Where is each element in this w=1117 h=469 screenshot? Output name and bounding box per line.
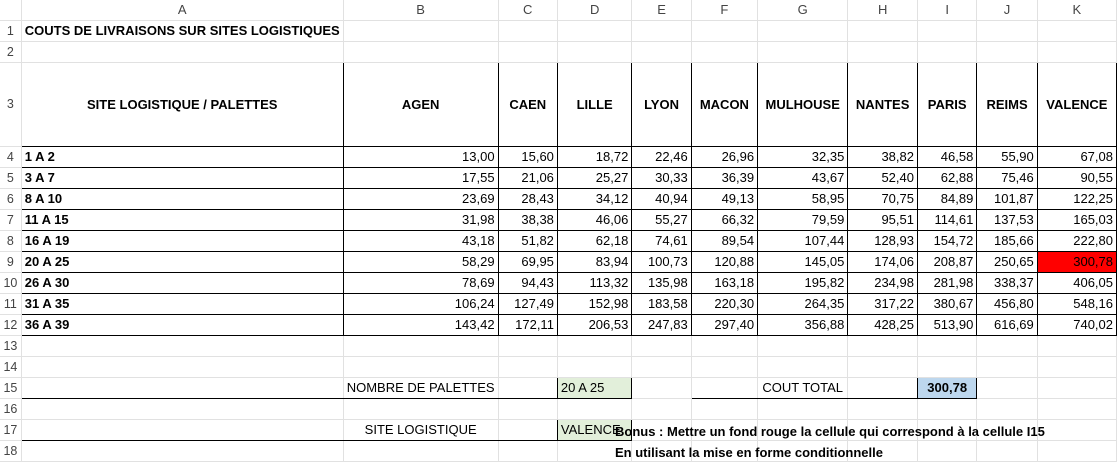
- cost-cell[interactable]: 67,08: [1037, 146, 1116, 167]
- header-site-valence[interactable]: VALENCE: [1037, 62, 1116, 146]
- cell-B18[interactable]: [343, 440, 498, 461]
- column-header-D[interactable]: D: [557, 0, 631, 20]
- cost-cell[interactable]: 185,66: [977, 230, 1037, 251]
- cell-F13[interactable]: [691, 335, 757, 356]
- cell-K13[interactable]: [1037, 335, 1116, 356]
- cell-K17[interactable]: [1037, 419, 1116, 440]
- cell-E15[interactable]: [632, 377, 691, 398]
- cost-cell[interactable]: 195,82: [758, 272, 848, 293]
- cost-cell[interactable]: 143,42: [343, 314, 498, 335]
- header-site-lille[interactable]: LILLE: [557, 62, 631, 146]
- cell-B2[interactable]: [343, 41, 498, 62]
- range-label[interactable]: 3 A 7: [21, 167, 343, 188]
- header-site-macon[interactable]: MACON: [691, 62, 757, 146]
- column-header-C[interactable]: C: [498, 0, 557, 20]
- column-header-F[interactable]: F: [691, 0, 757, 20]
- sheet-title[interactable]: COUTS DE LIVRAISONS SUR SITES LOGISTIQUES: [21, 20, 343, 41]
- cost-cell[interactable]: 297,40: [691, 314, 757, 335]
- range-label[interactable]: 8 A 10: [21, 188, 343, 209]
- cost-cell[interactable]: 83,94: [557, 251, 631, 272]
- cost-cell[interactable]: 122,25: [1037, 188, 1116, 209]
- cost-cell[interactable]: 34,12: [557, 188, 631, 209]
- header-site-lyon[interactable]: LYON: [632, 62, 691, 146]
- cost-cell[interactable]: 25,27: [557, 167, 631, 188]
- row-header-17[interactable]: 17: [0, 419, 21, 440]
- total-cost-label[interactable]: COUT TOTAL: [758, 377, 848, 398]
- row-header-2[interactable]: 2: [0, 41, 21, 62]
- cost-cell[interactable]: 38,82: [848, 146, 918, 167]
- cost-cell[interactable]: 127,49: [498, 293, 557, 314]
- cost-cell[interactable]: 145,05: [758, 251, 848, 272]
- cell-F2[interactable]: [691, 41, 757, 62]
- column-header-E[interactable]: E: [632, 0, 691, 20]
- row-header-15[interactable]: 15: [0, 377, 21, 398]
- cell-E2[interactable]: [632, 41, 691, 62]
- cost-cell[interactable]: 70,75: [848, 188, 918, 209]
- cell-F15[interactable]: [691, 377, 757, 398]
- cost-cell[interactable]: 69,95: [498, 251, 557, 272]
- total-cost-value[interactable]: 300,78: [917, 377, 976, 398]
- column-header-K[interactable]: K: [1037, 0, 1116, 20]
- range-label[interactable]: 20 A 25: [21, 251, 343, 272]
- header-site-reims[interactable]: REIMS: [977, 62, 1037, 146]
- cell-I1[interactable]: [917, 20, 976, 41]
- cell-E1[interactable]: [632, 20, 691, 41]
- cell-F14[interactable]: [691, 356, 757, 377]
- range-label[interactable]: 11 A 15: [21, 209, 343, 230]
- site-label[interactable]: SITE LOGISTIQUE: [343, 419, 498, 440]
- cell-K2[interactable]: [1037, 41, 1116, 62]
- header-site-agen[interactable]: AGEN: [343, 62, 498, 146]
- cell-I14[interactable]: [917, 356, 976, 377]
- cell-G2[interactable]: [758, 41, 848, 62]
- cost-cell[interactable]: 17,55: [343, 167, 498, 188]
- column-header-H[interactable]: H: [848, 0, 918, 20]
- cost-cell[interactable]: 206,53: [557, 314, 631, 335]
- range-label[interactable]: 31 A 35: [21, 293, 343, 314]
- cost-cell[interactable]: 26,96: [691, 146, 757, 167]
- row-header-5[interactable]: 5: [0, 167, 21, 188]
- cost-cell[interactable]: 94,43: [498, 272, 557, 293]
- row-header-7[interactable]: 7: [0, 209, 21, 230]
- cost-cell[interactable]: 172,11: [498, 314, 557, 335]
- cost-cell[interactable]: 15,60: [498, 146, 557, 167]
- cost-cell[interactable]: 317,22: [848, 293, 918, 314]
- cost-cell[interactable]: 74,61: [632, 230, 691, 251]
- cost-cell[interactable]: 46,06: [557, 209, 631, 230]
- column-header-I[interactable]: I: [917, 0, 976, 20]
- cell-A18[interactable]: [21, 440, 343, 461]
- cost-cell[interactable]: 300,78: [1037, 251, 1116, 272]
- cell-K14[interactable]: [1037, 356, 1116, 377]
- cell-A13[interactable]: [21, 335, 343, 356]
- cell-D2[interactable]: [557, 41, 631, 62]
- cost-cell[interactable]: 38,38: [498, 209, 557, 230]
- cost-cell[interactable]: 43,67: [758, 167, 848, 188]
- cost-cell[interactable]: 31,98: [343, 209, 498, 230]
- cost-cell[interactable]: 380,67: [917, 293, 976, 314]
- cost-cell[interactable]: 95,51: [848, 209, 918, 230]
- cost-cell[interactable]: 23,69: [343, 188, 498, 209]
- cost-cell[interactable]: 154,72: [917, 230, 976, 251]
- row-header-13[interactable]: 13: [0, 335, 21, 356]
- cell-A15[interactable]: [21, 377, 343, 398]
- cost-cell[interactable]: 222,80: [1037, 230, 1116, 251]
- cost-cell[interactable]: 28,43: [498, 188, 557, 209]
- cost-cell[interactable]: 113,32: [557, 272, 631, 293]
- row-header-18[interactable]: 18: [0, 440, 21, 461]
- cost-cell[interactable]: 137,53: [977, 209, 1037, 230]
- cell-I2[interactable]: [917, 41, 976, 62]
- row-header-6[interactable]: 6: [0, 188, 21, 209]
- range-label[interactable]: 36 A 39: [21, 314, 343, 335]
- cell-B13[interactable]: [343, 335, 498, 356]
- cost-cell[interactable]: 40,94: [632, 188, 691, 209]
- cell-B1[interactable]: [343, 20, 498, 41]
- cell-H2[interactable]: [848, 41, 918, 62]
- cell-B16[interactable]: [343, 398, 498, 419]
- range-label[interactable]: 26 A 30: [21, 272, 343, 293]
- cell-E14[interactable]: [632, 356, 691, 377]
- cost-cell[interactable]: 165,03: [1037, 209, 1116, 230]
- range-label[interactable]: 16 A 19: [21, 230, 343, 251]
- cost-cell[interactable]: 120,88: [691, 251, 757, 272]
- cost-cell[interactable]: 616,69: [977, 314, 1037, 335]
- cell-I18[interactable]: [917, 440, 976, 461]
- cost-cell[interactable]: 548,16: [1037, 293, 1116, 314]
- row-header-14[interactable]: 14: [0, 356, 21, 377]
- column-header-B[interactable]: B: [343, 0, 498, 20]
- cost-cell[interactable]: 78,69: [343, 272, 498, 293]
- cell-D13[interactable]: [557, 335, 631, 356]
- header-site-caen[interactable]: CAEN: [498, 62, 557, 146]
- cost-cell[interactable]: 89,54: [691, 230, 757, 251]
- cell-C18[interactable]: [498, 440, 557, 461]
- cell-H13[interactable]: [848, 335, 918, 356]
- header-site-mulhouse[interactable]: MULHOUSE: [758, 62, 848, 146]
- cell-B14[interactable]: [343, 356, 498, 377]
- cost-cell[interactable]: 247,83: [632, 314, 691, 335]
- cell-G13[interactable]: [758, 335, 848, 356]
- cell-G14[interactable]: [758, 356, 848, 377]
- pallets-input[interactable]: 20 A 25: [557, 377, 631, 398]
- column-header-G[interactable]: G: [758, 0, 848, 20]
- cell-C2[interactable]: [498, 41, 557, 62]
- cell-J13[interactable]: [977, 335, 1037, 356]
- cost-cell[interactable]: 43,18: [343, 230, 498, 251]
- cell-G1[interactable]: [758, 20, 848, 41]
- cost-cell[interactable]: 84,89: [917, 188, 976, 209]
- row-header-1[interactable]: 1: [0, 20, 21, 41]
- cost-cell[interactable]: 114,61: [917, 209, 976, 230]
- cost-cell[interactable]: 58,29: [343, 251, 498, 272]
- cost-cell[interactable]: 234,98: [848, 272, 918, 293]
- cell-H15[interactable]: [848, 377, 918, 398]
- cost-cell[interactable]: 55,90: [977, 146, 1037, 167]
- row-header-11[interactable]: 11: [0, 293, 21, 314]
- cell-C1[interactable]: [498, 20, 557, 41]
- cost-cell[interactable]: 62,88: [917, 167, 976, 188]
- cost-cell[interactable]: 174,06: [848, 251, 918, 272]
- cell-F16[interactable]: [691, 398, 757, 419]
- cost-cell[interactable]: 46,58: [917, 146, 976, 167]
- cost-cell[interactable]: 100,73: [632, 251, 691, 272]
- cost-cell[interactable]: 32,35: [758, 146, 848, 167]
- column-header-A[interactable]: A: [21, 0, 343, 20]
- cost-cell[interactable]: 264,35: [758, 293, 848, 314]
- cost-cell[interactable]: 513,90: [917, 314, 976, 335]
- cell-H14[interactable]: [848, 356, 918, 377]
- cell-C13[interactable]: [498, 335, 557, 356]
- cell-A14[interactable]: [21, 356, 343, 377]
- header-site-palettes[interactable]: SITE LOGISTIQUE / PALETTES: [21, 62, 343, 146]
- cost-cell[interactable]: 90,55: [1037, 167, 1116, 188]
- cost-cell[interactable]: 740,02: [1037, 314, 1116, 335]
- pallets-label[interactable]: NOMBRE DE PALETTES: [343, 377, 498, 398]
- cost-cell[interactable]: 281,98: [917, 272, 976, 293]
- cell-I16[interactable]: [917, 398, 976, 419]
- site-input[interactable]: VALENCE: [557, 419, 631, 440]
- cell-I13[interactable]: [917, 335, 976, 356]
- cost-cell[interactable]: 163,18: [691, 272, 757, 293]
- cost-cell[interactable]: 456,80: [977, 293, 1037, 314]
- header-site-paris[interactable]: PARIS: [917, 62, 976, 146]
- cost-cell[interactable]: 183,58: [632, 293, 691, 314]
- cell-H1[interactable]: [848, 20, 918, 41]
- cost-cell[interactable]: 66,32: [691, 209, 757, 230]
- cell-C15[interactable]: [498, 377, 557, 398]
- cost-cell[interactable]: 220,30: [691, 293, 757, 314]
- cost-cell[interactable]: 406,05: [1037, 272, 1116, 293]
- row-header-16[interactable]: 16: [0, 398, 21, 419]
- column-header-J[interactable]: J: [977, 0, 1037, 20]
- cell-J2[interactable]: [977, 41, 1037, 62]
- cell-G16[interactable]: [758, 398, 848, 419]
- cost-cell[interactable]: 58,95: [758, 188, 848, 209]
- cost-cell[interactable]: 13,00: [343, 146, 498, 167]
- row-header-10[interactable]: 10: [0, 272, 21, 293]
- cost-cell[interactable]: 128,93: [848, 230, 918, 251]
- row-header-12[interactable]: 12: [0, 314, 21, 335]
- cell-C16[interactable]: [498, 398, 557, 419]
- cell-A16[interactable]: [21, 398, 343, 419]
- cell-C14[interactable]: [498, 356, 557, 377]
- cost-cell[interactable]: 428,25: [848, 314, 918, 335]
- cell-E13[interactable]: [632, 335, 691, 356]
- row-header-9[interactable]: 9: [0, 251, 21, 272]
- cell-H16[interactable]: [848, 398, 918, 419]
- cell-D14[interactable]: [557, 356, 631, 377]
- cost-cell[interactable]: 55,27: [632, 209, 691, 230]
- cell-J16[interactable]: [977, 398, 1037, 419]
- cell-C17[interactable]: [498, 419, 557, 440]
- cost-cell[interactable]: 51,82: [498, 230, 557, 251]
- cost-cell[interactable]: 49,13: [691, 188, 757, 209]
- cell-F1[interactable]: [691, 20, 757, 41]
- cell-J14[interactable]: [977, 356, 1037, 377]
- cost-cell[interactable]: 106,24: [343, 293, 498, 314]
- cell-D16[interactable]: [557, 398, 631, 419]
- cost-cell[interactable]: 79,59: [758, 209, 848, 230]
- cell-K18[interactable]: [1037, 440, 1116, 461]
- cost-cell[interactable]: 52,40: [848, 167, 918, 188]
- row-header-3[interactable]: 3: [0, 62, 21, 146]
- cost-cell[interactable]: 107,44: [758, 230, 848, 251]
- cell-J18[interactable]: [977, 440, 1037, 461]
- cell-A2[interactable]: [21, 41, 343, 62]
- cell-K1[interactable]: [1037, 20, 1116, 41]
- select-all-corner[interactable]: [0, 0, 21, 20]
- cost-cell[interactable]: 30,33: [632, 167, 691, 188]
- cost-cell[interactable]: 36,39: [691, 167, 757, 188]
- cost-cell[interactable]: 62,18: [557, 230, 631, 251]
- cost-cell[interactable]: 152,98: [557, 293, 631, 314]
- cost-cell[interactable]: 75,46: [977, 167, 1037, 188]
- cell-K15[interactable]: [1037, 377, 1116, 398]
- cost-cell[interactable]: 356,88: [758, 314, 848, 335]
- cost-cell[interactable]: 18,72: [557, 146, 631, 167]
- cost-cell[interactable]: 21,06: [498, 167, 557, 188]
- cost-cell[interactable]: 208,87: [917, 251, 976, 272]
- cell-K16[interactable]: [1037, 398, 1116, 419]
- range-label[interactable]: 1 A 2: [21, 146, 343, 167]
- bonus-note: Bonus : Mettre un fond rouge la cellule qui correspond à la cellule I15: [615, 424, 1045, 439]
- cell-J15[interactable]: [977, 377, 1037, 398]
- cost-cell[interactable]: 135,98: [632, 272, 691, 293]
- cell-J1[interactable]: [977, 20, 1037, 41]
- row-header-8[interactable]: 8: [0, 230, 21, 251]
- cost-cell[interactable]: 250,65: [977, 251, 1037, 272]
- row-header-4[interactable]: 4: [0, 146, 21, 167]
- cost-cell[interactable]: 338,37: [977, 272, 1037, 293]
- cell-A17[interactable]: [21, 419, 343, 440]
- cost-cell[interactable]: 101,87: [977, 188, 1037, 209]
- cell-D1[interactable]: [557, 20, 631, 41]
- bonus-note-2: En utilisant la mise en forme conditionnelle: [615, 445, 883, 460]
- cost-cell[interactable]: 22,46: [632, 146, 691, 167]
- cell-E16[interactable]: [632, 398, 691, 419]
- header-site-nantes[interactable]: NANTES: [848, 62, 918, 146]
